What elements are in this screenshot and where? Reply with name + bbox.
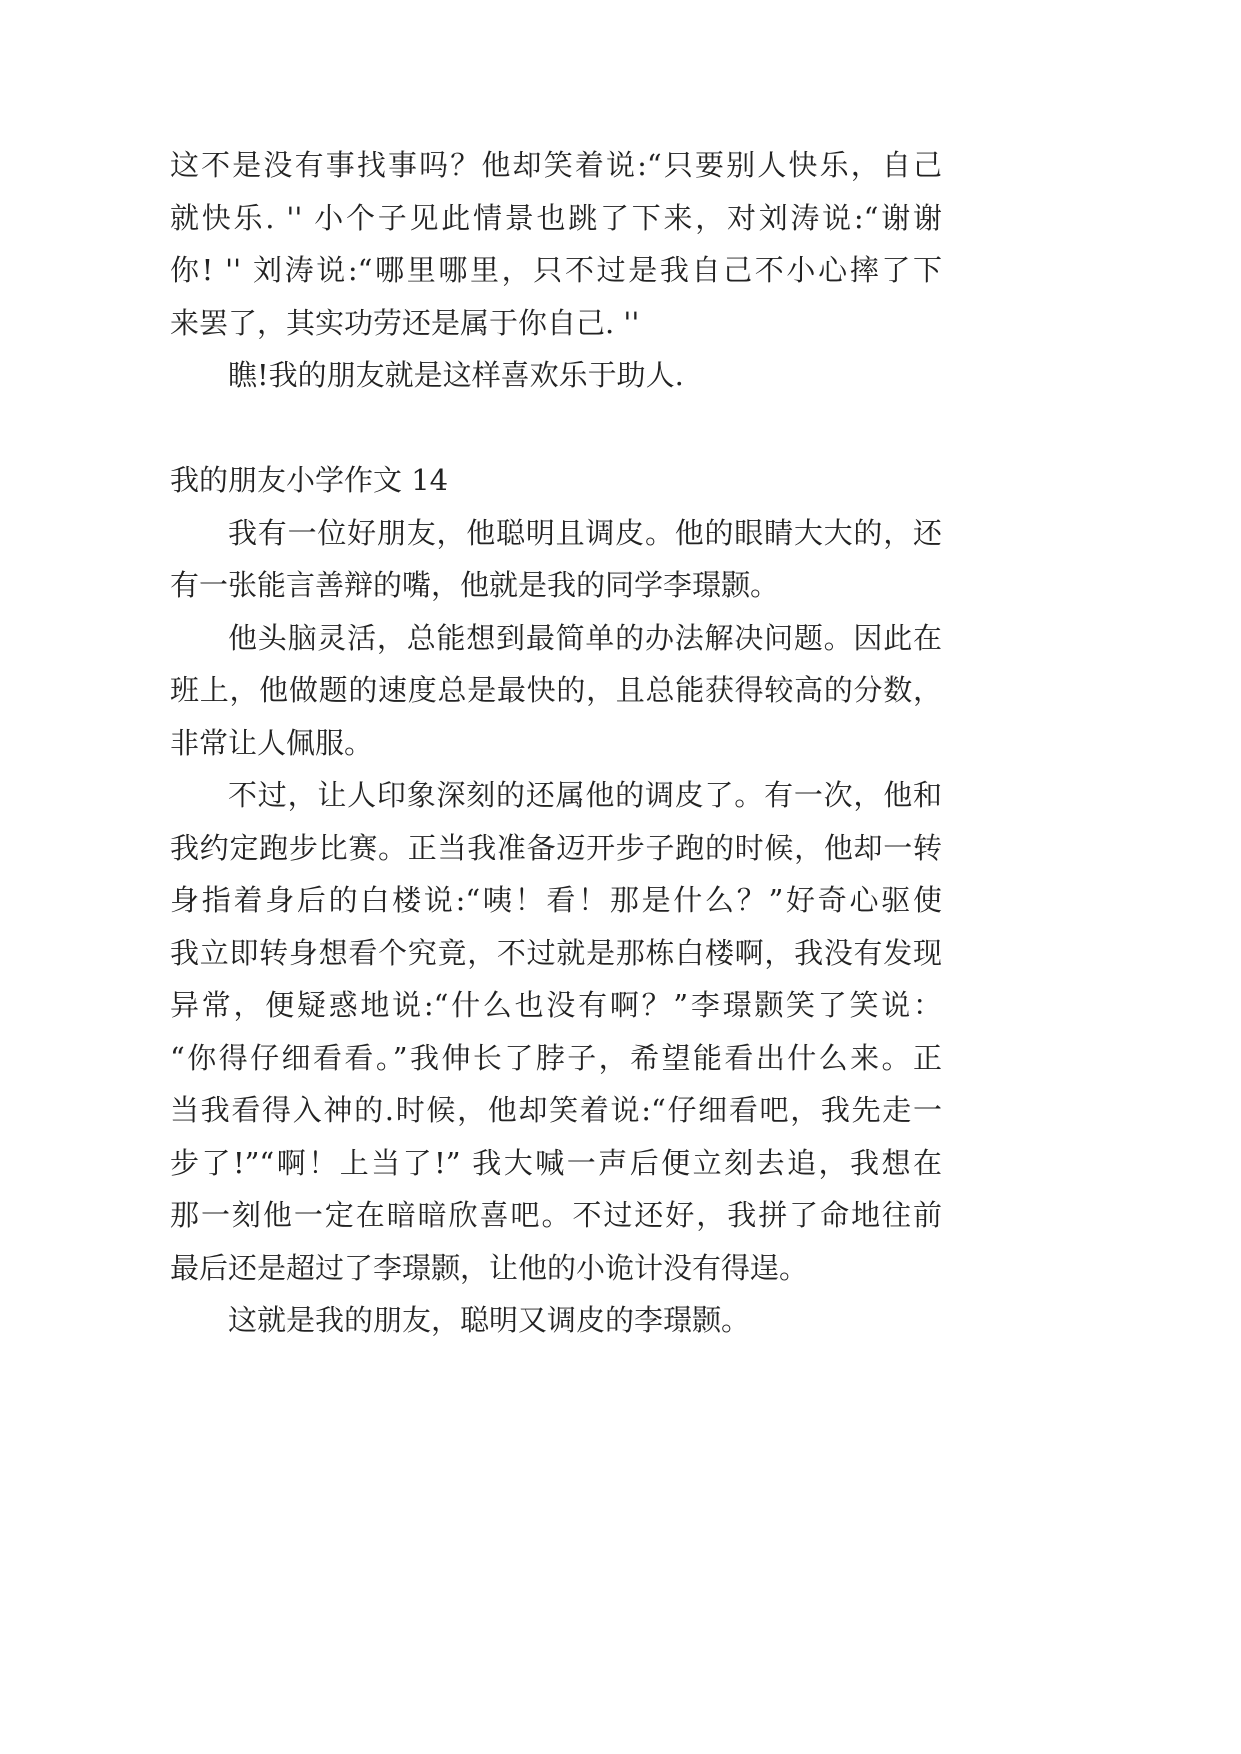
text-line: 班上，他做题的速度总是最快的，且总能获得较高的分数，	[170, 673, 942, 707]
text-line: 来罢了，其实功劳还是属于你自己. ''	[170, 305, 640, 340]
text-line: 异常，便疑惑地说:“什么也没有啊？”李璟颢笑了笑说：	[170, 988, 942, 1022]
text-line: 那一刻他一定在暗暗欣喜吧。不过还好，我拼了命地往前	[170, 1198, 942, 1232]
essay-title: 我的朋友小学作文 14	[170, 463, 449, 497]
text-line: 就快乐. '' 小个子见此情景也跳了下来，对刘涛说:“谢谢	[170, 200, 942, 235]
text-line: 你! '' 刘涛说:“哪里哪里，只不过是我自己不小心摔了下	[170, 253, 942, 287]
text-line: 这就是我的朋友，聪明又调皮的李璟颢。	[228, 1303, 751, 1337]
text-line: 不过，让人印象深刻的还属他的调皮了。有一次，他和	[228, 778, 942, 812]
document-body	[170, 139, 942, 1347]
text-line: 他头脑灵活，总能想到最简单的办法解决问题。因此在	[228, 620, 942, 655]
text-line: 我有一位好朋友，他聪明且调皮。他的眼睛大大的，还	[228, 515, 942, 550]
text-line: 当我看得入神的.时候，他却笑着说:“仔细看吧，我先走一	[170, 1093, 942, 1127]
text-line: 非常让人佩服。	[170, 725, 374, 760]
text-line: 这不是没有事找事吗？他却笑着说:“只要别人快乐，自己	[170, 148, 942, 182]
essay-paragraph	[170, 612, 942, 770]
closing-line: 瞧!我的朋友就是这样喜欢乐于助人.	[228, 358, 684, 392]
essay-paragraph	[170, 769, 942, 1294]
text-line: 我立即转身想看个究竟，不过就是那栋白楼啊，我没有发现	[170, 935, 942, 970]
essay-paragraph	[170, 1294, 942, 1347]
text-line: 我约定跑步比赛。正当我准备迈开步子跑的时候，他却一转	[170, 830, 942, 865]
text-line: “你得仔细看看。”我伸长了脖子，希望能看出什么来。正	[170, 1040, 942, 1075]
text-line: 最后还是超过了李璟颢，让他的小诡计没有得逞。	[170, 1250, 809, 1285]
text-line: 步了!”“啊！上当了!” 我大喊一声后便立刻去追，我想在	[170, 1145, 942, 1180]
blank-line	[170, 402, 942, 455]
text-line: 有一张能言善辩的嘴，他就是我的同学李璟颢。	[170, 568, 780, 602]
essay-paragraph	[170, 507, 942, 612]
text-line: 身指着身后的白楼说:“咦！看！那是什么？”好奇心驱使	[170, 883, 942, 917]
continued-paragraph	[170, 139, 942, 349]
